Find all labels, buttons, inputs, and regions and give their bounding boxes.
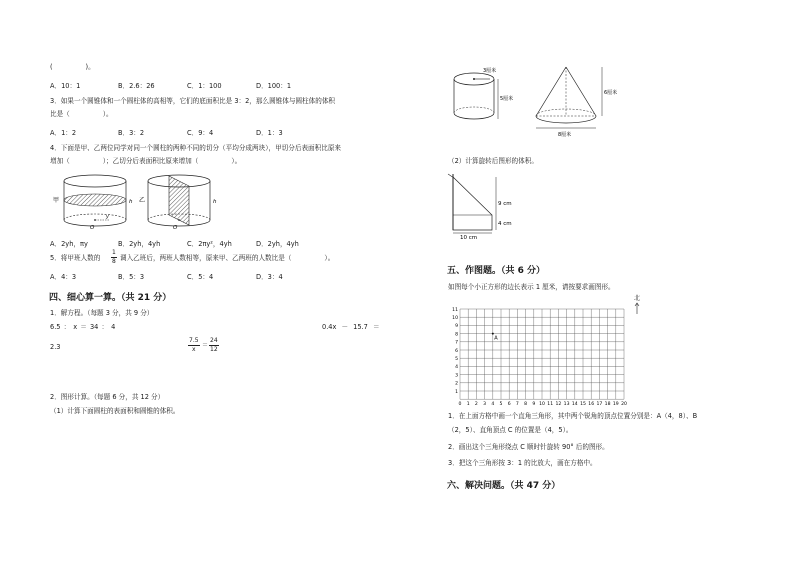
- label-o-jia: O: [90, 225, 95, 231]
- q4-line1: 4．下面是甲、乙两位同学对同一个圆柱的两种不同的切分（平均分成两块），甲切分后表面积比原来: [50, 144, 342, 152]
- label-yi: 乙: [139, 197, 146, 204]
- label-o-yi: O: [173, 225, 178, 231]
- section-5-title: 五、作图题。（共 6 分）: [447, 266, 546, 276]
- fraction-denominator: x: [191, 346, 196, 353]
- label-cyl-height: 5厘米: [500, 96, 514, 102]
- y-tick-label: 8: [455, 332, 458, 338]
- coordinate-grid[interactable]: [450, 304, 650, 408]
- s4-q1-heading: 1．解方程。（每题 3 分，共 9 分）: [50, 309, 154, 317]
- eq3-equals: ＝: [202, 342, 209, 349]
- option-c: C．5：4: [187, 273, 214, 281]
- label-jia: 甲: [53, 197, 60, 204]
- point-a: [492, 333, 494, 335]
- label-cone-height: 6厘米: [604, 90, 618, 96]
- option-a: A．10：1: [50, 82, 81, 90]
- x-tick-label: 17: [596, 402, 603, 408]
- y-tick-label: 5: [455, 357, 458, 362]
- label-cyl-radius: 3厘米: [483, 68, 497, 74]
- equation-1: 6.5 ： x ＝ 34 ： 4: [50, 323, 116, 331]
- x-tick-label: 7: [515, 402, 519, 408]
- option-b: B．2yh，4yh: [118, 240, 161, 248]
- x-tick-label: 18: [604, 402, 611, 408]
- label-4cm: 4 cm: [498, 221, 512, 227]
- x-tick-label: 1: [466, 402, 470, 408]
- y-tick-label: 9: [455, 324, 458, 330]
- cone-shape: [536, 67, 602, 128]
- option-a: A．1：2: [50, 129, 77, 137]
- equation-2-continued: 2.3: [50, 343, 61, 351]
- x-tick-label: 12: [555, 402, 562, 408]
- fraction-denominator: 12: [210, 346, 218, 353]
- s4-q2-heading: 2．图形计算。（每题 6 分，共 12 分）: [50, 393, 165, 401]
- option-a: A．2yh，πy: [50, 240, 88, 248]
- x-tick-label: 0: [458, 402, 462, 408]
- section-5-intro: 如图每个小正方形的边长表示 1 厘米，请按要求画图形。: [448, 283, 615, 291]
- equation-2: 0.4x － 15.7 ＝: [322, 323, 380, 331]
- s4-q2-1: （1）计算下面圆柱的表面积和圆锥的体积。: [50, 407, 180, 415]
- q4-line2: 增加（ ）；乙切分后表面积比原来增加（ ）。: [50, 157, 242, 165]
- fraction-numerator: 7.5: [189, 337, 199, 344]
- x-tick-label: 10: [539, 402, 545, 408]
- x-tick-label: 6: [507, 402, 511, 408]
- q2-tail: ( )。: [50, 63, 95, 71]
- option-b: B．3：2: [118, 129, 145, 137]
- x-tick-label: 11: [547, 402, 554, 408]
- task-1-line2: （2，5）、直角顶点 C 的位置是（4，5）。: [448, 426, 573, 434]
- label-h-yi: h: [213, 199, 217, 205]
- option-d: D．100：1: [256, 82, 292, 90]
- fraction-denominator: 8: [112, 258, 116, 265]
- rotation-figure: [448, 172, 528, 242]
- x-tick-label: 5: [499, 402, 503, 408]
- q3-line1: 3．如果一个圆锥体和一个圆柱体的高相等，它们的底面积比是 3：2，那么圆锥体与圆柱体的体积: [50, 97, 336, 105]
- x-tick-label: 15: [580, 402, 586, 408]
- x-tick-label: 19: [612, 402, 619, 408]
- task-2: 2．画出这个三角形绕点 C 顺时针旋转 90° 后的图形。: [448, 443, 609, 451]
- option-d: D．1：3: [256, 129, 283, 137]
- label-y-jia: y: [106, 214, 109, 220]
- y-tick-label: 7: [455, 340, 458, 346]
- x-tick-label: 2: [474, 402, 478, 408]
- cylinder-shape: [454, 73, 498, 119]
- q4-cylinders-figure: [50, 172, 220, 232]
- q2-2-heading: （2）计算旋转后图形的体积。: [448, 157, 538, 165]
- option-b: B．5：3: [118, 273, 145, 281]
- y-tick-label: 3: [455, 373, 458, 379]
- label-cone-diameter: 8厘米: [558, 132, 572, 138]
- label-h-jia: h: [129, 199, 133, 205]
- q5-pre: 5．将甲班人数的: [50, 254, 101, 262]
- y-tick-label: 1: [455, 389, 458, 395]
- q5-post: 调入乙班后，两班人数相等，原来甲、乙两班的人数比是（ ）。: [120, 254, 335, 262]
- task-1-line1: 1．在上面方格中画一个直角三角形，其中两个锐角的顶点位置分别是：A（4，8）、B: [448, 412, 698, 420]
- x-tick-label: 9: [532, 402, 536, 408]
- label-10cm: 10 cm: [460, 235, 478, 241]
- y-tick-label: 2: [455, 381, 458, 387]
- x-tick-label: 4: [491, 402, 495, 408]
- y-tick-label: 10: [452, 316, 458, 321]
- y-tick-label: 6: [455, 348, 458, 354]
- option-c: C．2πy²，4yh: [187, 240, 232, 248]
- x-tick-label: 14: [571, 402, 578, 408]
- cylinder-jia: [64, 175, 126, 226]
- option-d: D．2yh，4yh: [256, 240, 299, 248]
- section-4-title: 四、细心算一算。（共 21 分）: [49, 293, 172, 303]
- label-9cm: 9 cm: [498, 201, 512, 207]
- task-3: 3．把这个三角形按 3：1 的比放大，画在方格中。: [448, 459, 597, 467]
- option-c: C．9：4: [187, 129, 214, 137]
- x-tick-label: 20: [621, 402, 627, 408]
- x-tick-label: 3: [483, 402, 487, 408]
- eq3-right-fraction: [209, 337, 219, 354]
- eq3-left-fraction: [188, 337, 200, 354]
- x-tick-label: 16: [588, 402, 595, 408]
- option-c: C．1：100: [187, 82, 222, 90]
- point-a-label: A: [494, 335, 498, 342]
- option-d: D．3：4: [256, 273, 283, 281]
- y-tick-label: 4: [455, 365, 458, 371]
- x-tick-label: 8: [524, 402, 528, 408]
- x-tick-label: 13: [563, 402, 570, 408]
- q5-fraction: [111, 249, 117, 266]
- fraction-numerator: 24: [210, 337, 218, 344]
- cylinder-cone-figure: [448, 62, 628, 142]
- fraction-numerator: 1: [112, 249, 116, 256]
- cylinder-yi: [148, 175, 210, 226]
- option-a: A．4：3: [50, 273, 77, 281]
- north-label: 北: [634, 295, 641, 302]
- section-6-title: 六、解决问题。（共 47 分）: [447, 481, 561, 491]
- y-tick-label: 11: [452, 307, 458, 313]
- q3-line2: 比是（ ）。: [50, 110, 113, 118]
- option-b: B．2.6：26: [118, 82, 155, 90]
